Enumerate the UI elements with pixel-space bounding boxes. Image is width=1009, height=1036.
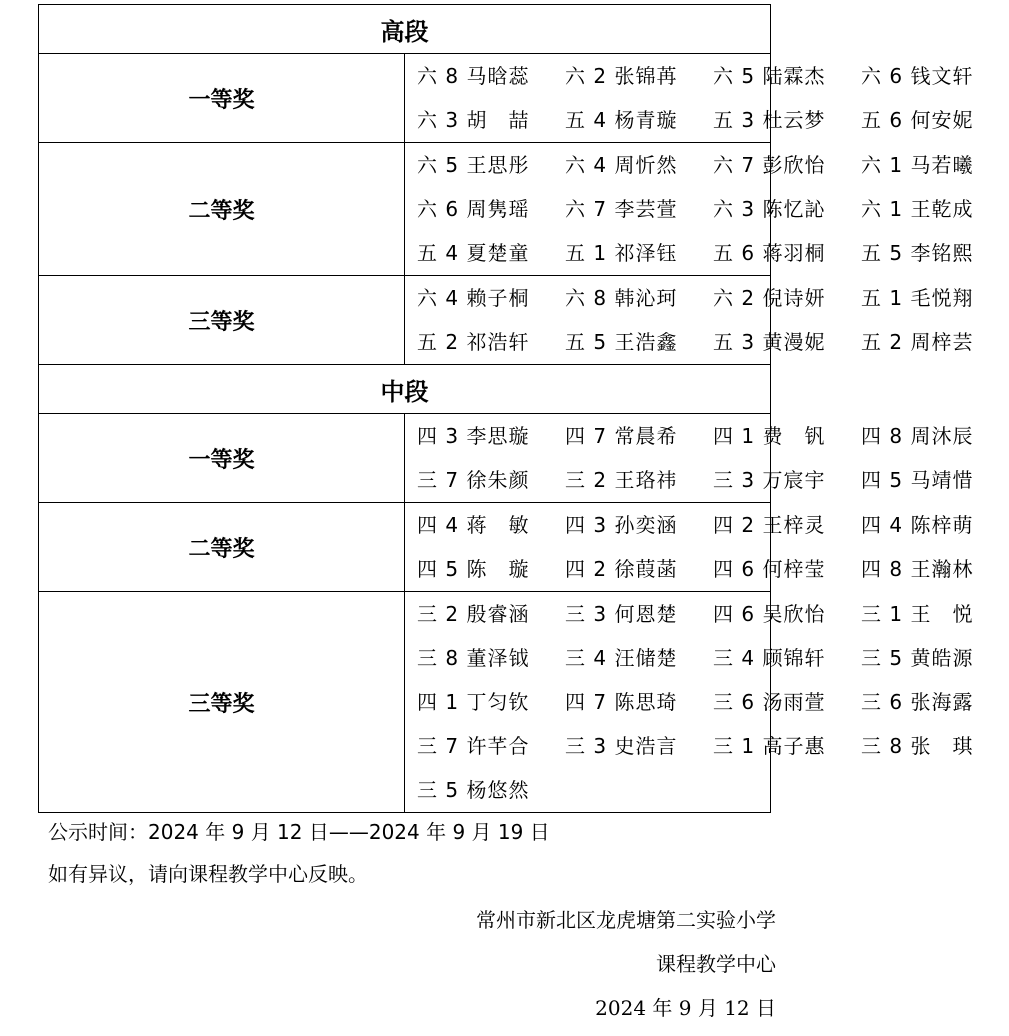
winner-list	[405, 276, 974, 365]
winner-name: 六 8 韩沁珂	[565, 286, 678, 310]
winner-name: 三 1 高子惠	[713, 734, 826, 758]
winner-name: 四 8 周沐辰	[861, 424, 974, 448]
winner-name: 四 1 丁匀钦	[417, 690, 530, 714]
winner-grid	[405, 503, 974, 591]
winner-name: 六 8 马晗蕊	[417, 64, 530, 88]
winner-name: 四 3 孙奕涵	[565, 513, 678, 537]
notice-period: 公示时间：2024 年 9 月 12 日——2024 年 9 月 19 日	[48, 820, 550, 844]
section-header-row	[39, 365, 771, 414]
winner-name: 六 7 李芸萱	[565, 197, 678, 221]
winner-list	[405, 414, 974, 503]
winner-name: 六 2 倪诗妍	[713, 286, 826, 310]
winner-name: 六 7 彭欣怡	[713, 153, 826, 177]
winner-name: 六 3 陈忆訫	[713, 197, 826, 221]
winner-name: 五 4 夏楚童	[417, 241, 530, 265]
award-row	[39, 592, 771, 813]
winner-name: 三 4 汪储楚	[565, 646, 678, 670]
winner-list	[405, 54, 974, 143]
winner-name: 四 6 吴欣怡	[713, 602, 826, 626]
section-title: 高段	[39, 5, 771, 54]
signature-department: 课程教学中心	[656, 952, 776, 976]
award-row	[39, 414, 771, 503]
winner-name: 四 7 常晨希	[565, 424, 678, 448]
winner-name: 六 4 周忻然	[565, 153, 678, 177]
winner-name: 四 2 徐葭菡	[565, 557, 678, 581]
winner-name: 四 1 费 钒	[713, 424, 826, 448]
winner-name: 五 2 周梓芸	[861, 330, 974, 354]
winner-name: 五 1 毛悦翔	[861, 286, 974, 310]
winner-name: 四 8 王瀚林	[861, 557, 974, 581]
award-row	[39, 143, 771, 276]
section-header-row	[39, 5, 771, 54]
winner-name: 三 2 王珞祎	[565, 468, 678, 492]
winner-grid	[405, 54, 974, 142]
award-tier-label: 一等奖	[39, 54, 405, 143]
award-tier-label: 一等奖	[39, 414, 405, 503]
award-row	[39, 54, 771, 143]
winner-name: 三 2 殷睿涵	[417, 602, 530, 626]
winner-name: 三 7 徐朱颜	[417, 468, 530, 492]
winner-name: 五 1 祁泽钰	[565, 241, 678, 265]
winner-name: 三 1 王 悦	[861, 602, 974, 626]
award-tier-label: 二等奖	[39, 503, 405, 592]
winner-name: 六 4 赖子桐	[417, 286, 530, 310]
winner-name: 四 5 陈 璇	[417, 557, 530, 581]
winner-name: 三 6 张海露	[861, 690, 974, 714]
winner-list	[405, 592, 974, 813]
winner-name: 五 6 蒋羽桐	[713, 241, 826, 265]
winner-name: 六 5 陆霖杰	[713, 64, 826, 88]
award-row	[39, 503, 771, 592]
signature-date: 2024 年 9 月 12 日	[595, 996, 776, 1020]
award-tier-label: 三等奖	[39, 276, 405, 365]
winner-name: 三 5 杨悠然	[417, 778, 530, 802]
awards-table	[38, 4, 974, 813]
award-tier-label: 三等奖	[39, 592, 405, 813]
section-title: 中段	[39, 365, 771, 414]
winner-name: 四 7 陈思琦	[565, 690, 678, 714]
winner-list	[405, 143, 974, 276]
winner-name: 四 5 马靖惜	[861, 468, 974, 492]
notice-objection: 如有异议，请向课程教学中心反映。	[48, 862, 368, 886]
winner-name: 三 3 史浩言	[565, 734, 678, 758]
winner-name: 三 6 汤雨萱	[713, 690, 826, 714]
winner-grid	[405, 414, 974, 502]
winner-list	[405, 503, 974, 592]
winner-name: 五 3 黄漫妮	[713, 330, 826, 354]
winner-name: 五 5 李铭熙	[861, 241, 974, 265]
winner-name: 六 5 王思彤	[417, 153, 530, 177]
winner-grid	[405, 592, 974, 812]
winner-name: 四 6 何梓莹	[713, 557, 826, 581]
winner-name: 四 3 李思璇	[417, 424, 530, 448]
award-row	[39, 276, 771, 365]
winner-name: 三 3 何恩楚	[565, 602, 678, 626]
winner-name: 六 6 周隽瑶	[417, 197, 530, 221]
signature-school: 常州市新北区龙虎塘第二实验小学	[476, 908, 776, 932]
winner-name: 四 4 陈梓萌	[861, 513, 974, 537]
winner-name: 五 4 杨青璇	[565, 108, 678, 132]
winner-name: 六 2 张锦苒	[565, 64, 678, 88]
winner-name: 五 5 王浩鑫	[565, 330, 678, 354]
winner-grid	[405, 143, 974, 275]
winner-name: 五 6 何安妮	[861, 108, 974, 132]
winner-grid	[405, 276, 974, 364]
winner-name: 三 8 董泽钺	[417, 646, 530, 670]
winner-name: 六 1 马若曦	[861, 153, 974, 177]
winner-name: 三 4 顾锦轩	[713, 646, 826, 670]
winner-name: 四 2 王梓灵	[713, 513, 826, 537]
winner-name: 四 4 蒋 敏	[417, 513, 530, 537]
award-tier-label: 二等奖	[39, 143, 405, 276]
winner-name: 五 3 杜云梦	[713, 108, 826, 132]
winner-name: 六 1 王乾成	[861, 197, 974, 221]
winner-name: 三 7 许芊合	[417, 734, 530, 758]
winner-name: 三 3 万宸宇	[713, 468, 826, 492]
winner-name: 三 5 黄皓源	[861, 646, 974, 670]
winner-name: 六 3 胡 喆	[417, 108, 530, 132]
winner-name: 三 8 张 琪	[861, 734, 974, 758]
winner-name: 六 6 钱文轩	[861, 64, 974, 88]
winner-name: 五 2 祁浩轩	[417, 330, 530, 354]
